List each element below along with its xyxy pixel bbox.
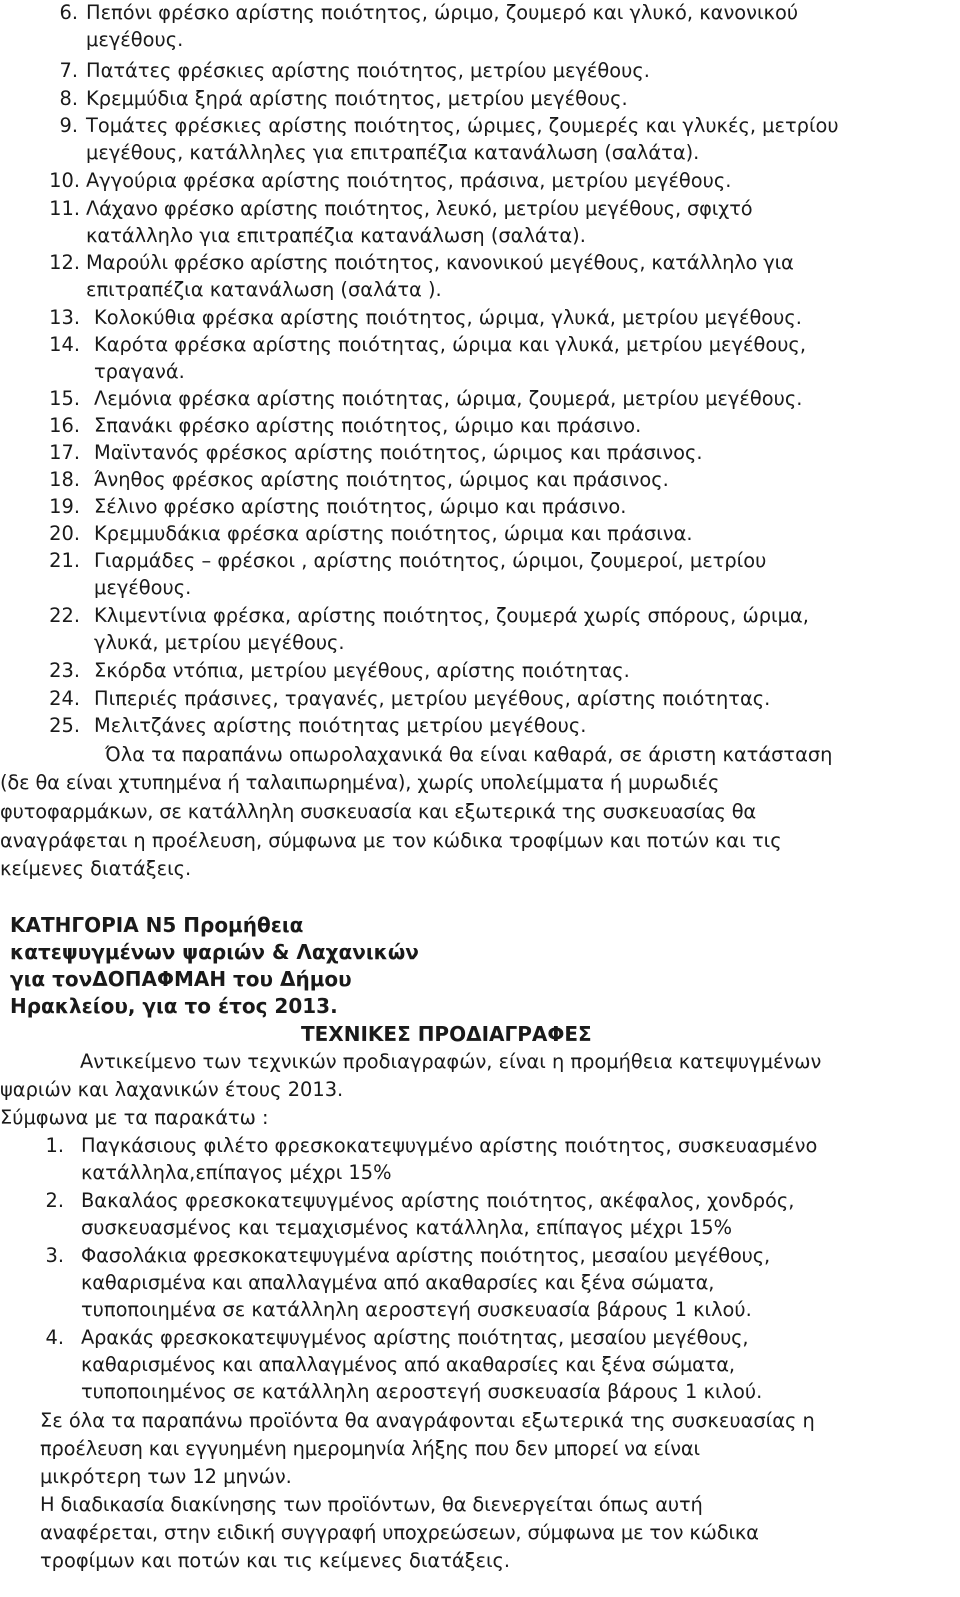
list-item: Μελιτζάνες αρίστης ποιότητας μετρίου μεγέθους. <box>94 714 587 737</box>
list-item-number: 6. <box>59 1 78 24</box>
list-item-number: 23. <box>49 659 80 682</box>
list-item-number: 15. <box>49 387 80 410</box>
list-item: Λεμόνια φρέσκα αρίστης ποιότητας, ώριμα, ζουμερά, μετρίου μεγέθους. <box>94 387 803 410</box>
list-item: Κλιμεντίνια φρέσκα, αρίστης ποιότητος, ζουμερά χωρίς σπόρους, ώριμα, <box>94 604 809 627</box>
paragraph-line: κείμενες διατάξεις. <box>0 857 192 880</box>
paragraph-line: αναγράφεται η προέλευση, σύμφωνα με τον κώδικα τροφίμων και ποτών και τις <box>0 829 782 852</box>
paragraph-line: φυτοφαρμάκων, σε κατάλληλη συσκευασία και εξωτερικά της συσκευασίας θα <box>0 800 757 823</box>
list-item: Κρεμμυδάκια φρέσκα αρίστης ποιότητος, ώριμα και πράσινα. <box>94 522 693 545</box>
paragraph-line: ψαριών και λαχανικών έτους 2013. <box>0 1078 344 1101</box>
list-item: καθαρισμένα και απαλλαγμένα από ακαθαρσίες και ξένα σώματα, <box>81 1271 715 1294</box>
list-item: Πατάτες φρέσκιες αρίστης ποιότητος, μετρίου μεγέθους. <box>86 59 650 82</box>
list-item: γλυκά, μετρίου μεγέθους. <box>94 631 345 654</box>
list-item: Γιαρμάδες – φρέσκοι , αρίστης ποιότητος, ώριμοι, ζουμεροί, μετρίου <box>94 549 767 572</box>
list-item: Λάχανο φρέσκο αρίστης ποιότητος, λευκό, μετρίου μεγέθους, σφιχτό <box>86 197 753 220</box>
list-item: καθαρισμένος και απαλλαγμένος από ακαθαρσίες και ξένα σώματα, <box>81 1353 735 1376</box>
list-item: Σπανάκι φρέσκο αρίστης ποιότητος, ώριμο και πράσινο. <box>94 414 642 437</box>
list-item: τραγανά. <box>94 360 185 383</box>
list-item-number: 8. <box>59 87 78 110</box>
specs-title: ΤΕΧΝΙΚΕΣ ΠΡΟΔΙΑΓΡΑΦΕΣ <box>301 1022 592 1046</box>
paragraph-line: Σε όλα τα παραπάνω προϊόντα θα αναγράφονται εξωτερικά της συσκευασίας η <box>40 1409 815 1432</box>
list-item-number: 13. <box>49 306 80 329</box>
paragraph-line: Όλα τα παραπάνω οπωρολαχανικά θα είναι καθαρά, σε άριστη κατάσταση <box>105 743 833 766</box>
list-item-number: 20. <box>49 522 80 545</box>
list-item-number: 11. <box>49 197 80 220</box>
paragraph-line: τροφίμων και ποτών και τις κείμενες διατάξεις. <box>40 1549 511 1572</box>
list-item: Βακαλάος φρεσκοκατεψυγμένος αρίστης ποιότητος, ακέφαλος, χονδρός, <box>81 1189 795 1212</box>
list-item-number: 7. <box>59 59 78 82</box>
list-item-number: 4. <box>45 1326 64 1349</box>
category-heading-line: κατεψυγμένων ψαριών & Λαχανικών <box>10 940 419 964</box>
list-item: Σέλινο φρέσκο αρίστης ποιότητος, ώριμο και πράσινο. <box>94 495 627 518</box>
list-item: Καρότα φρέσκα αρίστης ποιότητας, ώριμα και γλυκά, μετρίου μεγέθους, <box>94 333 806 356</box>
list-item-number: 18. <box>49 468 80 491</box>
list-item: Μαρούλι φρέσκο αρίστης ποιότητος, κανονικού μεγέθους, κατάλληλο για <box>86 251 794 274</box>
list-item: Τομάτες φρέσκιες αρίστης ποιότητος, ώριμες, ζουμερές και γλυκές, μετρίου <box>86 114 839 137</box>
list-item: Άνηθος φρέσκος αρίστης ποιότητος, ώριμος και πράσινος. <box>94 468 669 491</box>
list-item-number: 16. <box>49 414 80 437</box>
category-heading-line: Ηρακλείου, για το έτος 2013. <box>10 994 338 1018</box>
list-item-number: 17. <box>49 441 80 464</box>
list-item-number: 3. <box>45 1244 64 1267</box>
list-item-number: 14. <box>49 333 80 356</box>
list-item: τυποποιημένα σε κατάλληλη αεροστεγή συσκευασία βάρους 1 κιλού. <box>81 1298 752 1321</box>
list-item-number: 10. <box>49 169 80 192</box>
list-item: Αγγούρια φρέσκα αρίστης ποιότητος, πράσινα, μετρίου μεγέθους. <box>86 169 732 192</box>
list-item-number: 21. <box>49 549 80 572</box>
list-item: επιτραπέζια κατανάλωση (σαλάτα ). <box>86 278 442 301</box>
list-item: κατάλληλα,επίπαγος μέχρι 15% <box>81 1161 392 1184</box>
list-item: Σκόρδα ντόπια, μετρίου μεγέθους, αρίστης ποιότητας. <box>94 659 630 682</box>
list-item-number: 12. <box>49 251 80 274</box>
list-item: μεγέθους, κατάλληλες για επιτραπέζια κατανάλωση (σαλάτα). <box>86 141 700 164</box>
list-item: μεγέθους. <box>86 28 184 51</box>
list-item-number: 1. <box>45 1134 64 1157</box>
list-item-number: 9. <box>59 114 78 137</box>
list-item: μεγέθους. <box>94 576 192 599</box>
list-item: Φασολάκια φρεσκοκατεψυγμένα αρίστης ποιότητος, μεσαίου μεγέθους, <box>81 1244 770 1267</box>
paragraph-line: (δε θα είναι χτυπημένα ή ταλαιπωρημένα), χωρίς υπολείμματα ή μυρωδιές <box>0 771 720 794</box>
category-heading-line: ΚΑΤΗΓΟΡΙΑ Ν5 Προμήθεια <box>10 913 304 937</box>
list-item-number: 24. <box>49 687 80 710</box>
list-item-number: 22. <box>49 604 80 627</box>
list-item-number: 25. <box>49 714 80 737</box>
list-item: τυποποιημένος σε κατάλληλη αεροστεγή συσκευασία βάρους 1 κιλού. <box>81 1380 763 1403</box>
paragraph-line: αναφέρεται, στην ειδική συγγραφή υποχρεώσεων, σύμφωνα με τον κώδικα <box>40 1521 759 1544</box>
list-item-number: 19. <box>49 495 80 518</box>
paragraph-line: προέλευση και εγγυημένη ημερομηνία λήξης που δεν μπορεί να είναι <box>40 1437 700 1460</box>
list-item-number: 2. <box>45 1189 64 1212</box>
list-item: συσκευασμένος και τεμαχισμένος κατάλληλα, επίπαγος μέχρι 15% <box>81 1216 733 1239</box>
list-item: Πεπόνι φρέσκο αρίστης ποιότητος, ώριμο, ζουμερό και γλυκό, κανονικού <box>86 1 799 24</box>
list-item: Μαϊντανός φρέσκος αρίστης ποιότητος, ώριμος και πράσινος. <box>94 441 703 464</box>
list-item: Αρακάς φρεσκοκατεψυγμένος αρίστης ποιότητας, μεσαίου μεγέθους, <box>81 1326 749 1349</box>
paragraph-line: μικρότερη των 12 μηνών. <box>40 1465 292 1488</box>
list-item: Πιπεριές πράσινες, τραγανές, μετρίου μεγέθους, αρίστης ποιότητας. <box>94 687 771 710</box>
paragraph-line: Η διαδικασία διακίνησης των προϊόντων, θα διενεργείται όπως αυτή <box>40 1493 703 1516</box>
list-item: Κολοκύθια φρέσκα αρίστης ποιότητος, ώριμα, γλυκά, μετρίου μεγέθους. <box>94 306 802 329</box>
list-item: κατάλληλο για επιτραπέζια κατανάλωση (σαλάτα). <box>86 224 586 247</box>
paragraph-line: Αντικείμενο των τεχνικών προδιαγραφών, είναι η προμήθεια κατεψυγμένων <box>80 1050 822 1073</box>
paragraph-line: Σύμφωνα με τα παρακάτω : <box>0 1106 269 1129</box>
list-item: Παγκάσιους φιλέτο φρεσκοκατεψυγμένο αρίστης ποιότητος, συσκευασμένο <box>81 1134 818 1157</box>
list-item: Κρεμμύδια ξηρά αρίστης ποιότητος, μετρίου μεγέθους. <box>86 87 628 110</box>
category-heading-line: για τονΔΟΠΑΦΜΑΗ του Δήμου <box>10 967 352 991</box>
